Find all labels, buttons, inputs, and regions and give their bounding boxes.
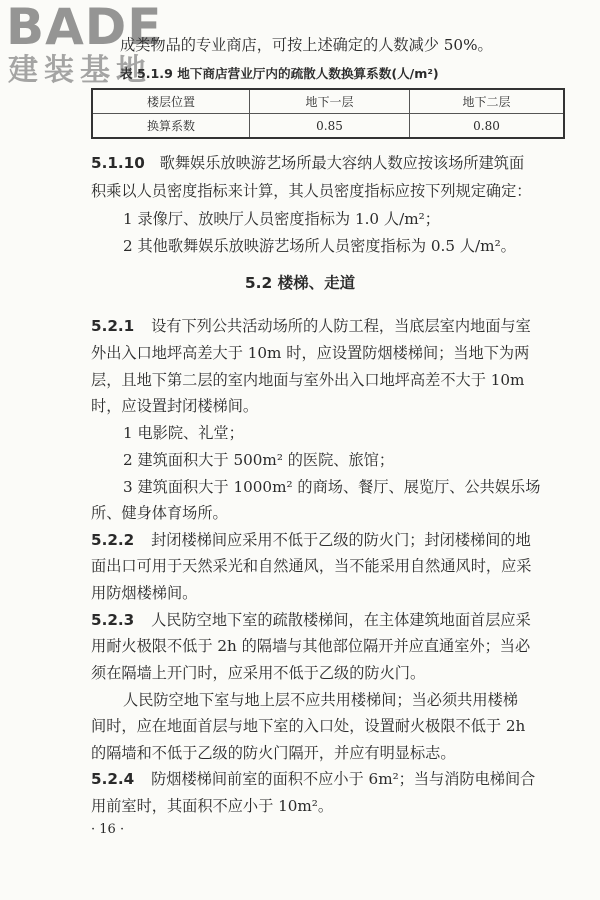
paragraph-line: 面出口可用于天然采光和自然通风，当不能采用自然通风时，应采 bbox=[91, 557, 532, 575]
clause-text: 防烟楼梯间前室的面积不应小于 6m²；当与消防电梯间合 bbox=[151, 770, 536, 788]
paragraph-line: 外出入口地坪高差大于 10m 时，应设置防烟楼梯间；当地下为两 bbox=[91, 344, 530, 362]
table-header-cell: 地下一层 bbox=[250, 89, 410, 114]
clause-text: 封闭楼梯间应采用不低于乙级的防火门；封闭楼梯间的地 bbox=[151, 531, 531, 549]
section-heading: 5.2 楼梯、走道 bbox=[244, 274, 356, 292]
clause-5-2-1 bbox=[91, 316, 531, 336]
list-item: 3 建筑面积大于 1000m² 的商场、餐厅、展览厅、公共娱乐场 bbox=[123, 478, 541, 496]
watermark-subtitle: 建装基地 bbox=[8, 53, 152, 88]
table-row bbox=[92, 114, 564, 139]
watermark-brand: BADE bbox=[6, 0, 163, 56]
table-caption: 表 5.1.9 地下商店营业厅内的疏散人数换算系数(人/m²) bbox=[120, 66, 439, 81]
list-item: 2 其他歌舞娱乐放映游艺场所人员密度指标为 0.5 人/m²。 bbox=[123, 237, 516, 255]
table-header-cell: 地下二层 bbox=[410, 89, 565, 114]
paragraph-line: 用防烟楼梯间。 bbox=[91, 584, 198, 602]
paragraph-line: 人民防空地下室与地上层不应共用楼梯间；当必须共用楼梯 bbox=[123, 691, 518, 709]
paragraph-line: 间时，应在地面首层与地下室的入口处，设置耐火极限不低于 2h bbox=[91, 717, 526, 735]
paragraph-line: 层，且地下第二层的室内地面与室外出入口地坪高差不大于 10m bbox=[91, 371, 525, 389]
clause-number: 5.2.3 bbox=[91, 611, 135, 629]
clause-number: 5.2.1 bbox=[91, 317, 135, 335]
conversion-table bbox=[91, 88, 565, 139]
table-cell: 0.80 bbox=[410, 114, 565, 139]
clause-text: 歌舞娱乐放映游艺场所最大容纳人数应按该场所建筑面 bbox=[159, 154, 525, 172]
paragraph-line: 所、健身体育场所。 bbox=[91, 504, 228, 522]
table-cell: 0.85 bbox=[250, 114, 410, 139]
paragraph-line: 用耐火极限不低于 2h 的隔墙与其他部位隔开并应直通室外；当必 bbox=[91, 637, 531, 655]
page-number: · 16 · bbox=[91, 822, 125, 837]
clause-number: 5.2.4 bbox=[91, 770, 135, 788]
table-header-cell: 楼层位置 bbox=[92, 89, 250, 114]
paragraph-line: 须在隔墙上开门时，应采用不低于乙级的防火门。 bbox=[91, 664, 426, 682]
list-item: 1 电影院、礼堂； bbox=[123, 424, 244, 442]
clause-5-2-3 bbox=[91, 610, 531, 630]
table-cell: 换算系数 bbox=[92, 114, 250, 139]
paragraph-line: 成类物品的专业商店，可按上述确定的人数减少 50%。 bbox=[120, 36, 493, 54]
paragraph-line: 积乘以人员密度指标来计算，其人员密度指标应按下列规定确定： bbox=[91, 182, 532, 200]
clause-number: 5.1.10 bbox=[91, 154, 145, 172]
clause-text: 人民防空地下室的疏散楼梯间，在主体建筑地面首层应采 bbox=[151, 611, 531, 629]
clause-5-2-4 bbox=[91, 769, 535, 789]
clause-5-2-2 bbox=[91, 530, 531, 550]
paragraph-line: 的隔墙和不低于乙级的防火门隔开，并应有明显标志。 bbox=[91, 744, 456, 762]
table-header-row bbox=[92, 89, 564, 114]
clause-number: 5.2.2 bbox=[91, 531, 135, 549]
list-item: 1 录像厅、放映厅人员密度指标为 1.0 人/m²； bbox=[123, 210, 440, 228]
paragraph-line: 用前室时，其面积不应小于 10m²。 bbox=[91, 797, 334, 815]
clause-text: 设有下列公共活动场所的人防工程，当底层室内地面与室 bbox=[151, 317, 531, 335]
clause-5-1-10 bbox=[91, 153, 524, 173]
paragraph-line: 时，应设置封闭楼梯间。 bbox=[91, 397, 259, 415]
list-item: 2 建筑面积大于 500m² 的医院、旅馆； bbox=[123, 451, 395, 469]
